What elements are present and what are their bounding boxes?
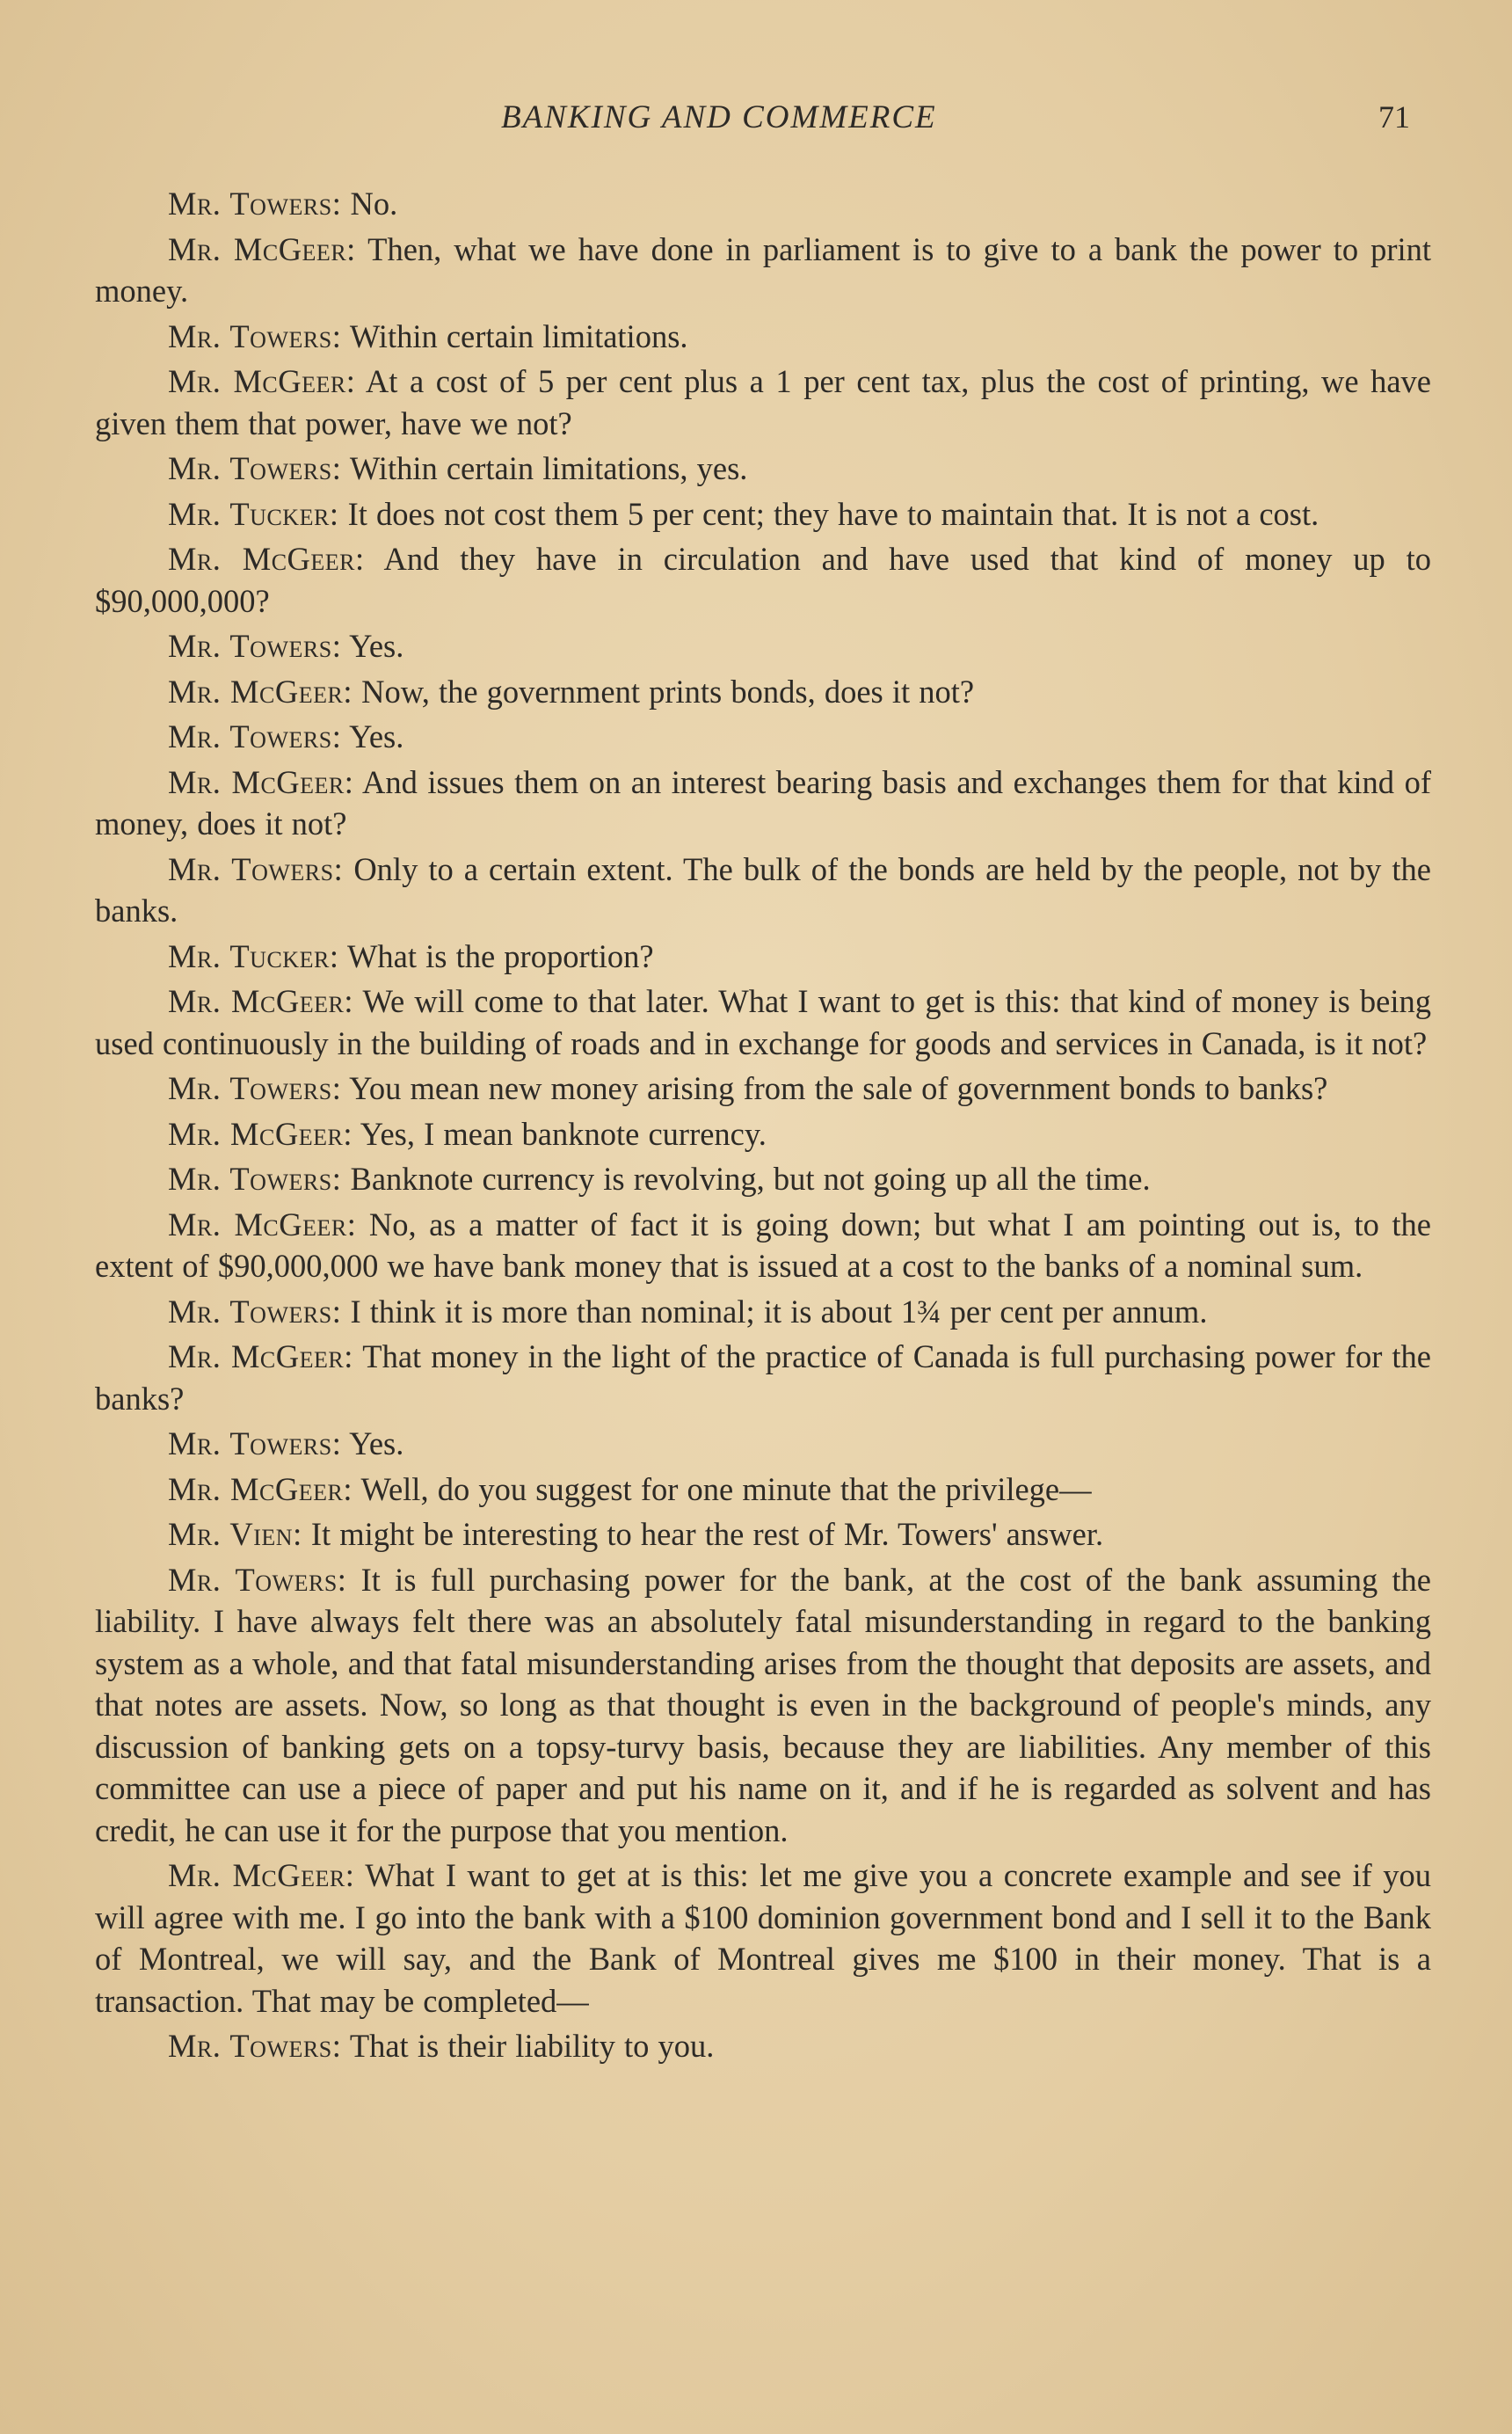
speaker-name: Mr. Tucker :: [168, 938, 338, 974]
transcript-paragraph: [95, 1291, 1431, 1333]
speech-text: And they have in circulation and have used that kind of money up to $90,000,000?: [95, 541, 1431, 619]
speaker-name: Mr. McGeer :: [168, 1857, 354, 1893]
transcript-paragraph: [95, 1204, 1431, 1287]
speech-text: Yes.: [349, 628, 404, 664]
transcript-paragraph: [95, 1468, 1431, 1511]
page-number: 71: [1378, 99, 1410, 135]
transcript-paragraph: [95, 762, 1431, 845]
transcript-paragraph: [95, 361, 1431, 444]
running-title: BANKING AND COMMERCE: [501, 99, 937, 135]
transcript-paragraph: [95, 183, 1431, 225]
speech-text: Now, the government prints bonds, does it not?: [361, 673, 975, 710]
speech-text: We will come to that later. What I want to get is this: that kind of money is being used continuously in the building of roads and in exchange for goods and services in Canada, is it not?: [95, 983, 1432, 1061]
page-header: [0, 98, 1512, 151]
speech-text: Yes.: [349, 718, 404, 754]
transcript-paragraph: [95, 625, 1431, 667]
transcript-paragraph: [95, 538, 1431, 622]
transcript-paragraph: [95, 1559, 1431, 1852]
speaker-name: Mr. McGeer :: [168, 363, 355, 399]
speaker-name: Mr. McGeer :: [168, 541, 365, 577]
speech-text: That money in the light of the practice of Canada is full purchasing power for the banks?: [95, 1338, 1431, 1417]
transcript-body: [95, 183, 1431, 2071]
speech-text: I think it is more than nominal; it is about 1¾ per cent per annum.: [350, 1293, 1208, 1330]
speaker-name: Mr. McGeer :: [168, 1338, 353, 1374]
transcript-paragraph: [95, 1113, 1431, 1155]
speech-text: Well, do you suggest for one minute that the privilege—: [360, 1470, 1092, 1507]
speaker-name: Mr. Towers :: [168, 628, 341, 664]
transcript-paragraph: [95, 448, 1431, 490]
speech-text: It is full purchasing power for the bank, at the cost of the bank assuming the liability. I have always felt there was an absolutely fatal misunderstanding in regard to the banking system as a whole, and that fatal misunderstanding arises from the thought that deposits are assets, and that notes are assets. Now, so long as that thought is even in the background of people's minds, any discussion of banking gets on a topsy-turvy basis, because they are liabilities. Any member of this committee can use a piece of paper and put his name on it, and if he is regarded as solvent and has credit, he can use it for the purpose that you mention.: [95, 1561, 1431, 1848]
transcript-paragraph: [95, 1068, 1431, 1110]
speech-text: What I want to get at is this: let me give you a concrete example and see if you will agree with me. I go into the bank with a $100 dominion government bond and I sell it to the Bank of Montreal, we will say, and the Bank of Montreal gives me $100 in their money. That is a transaction. That may be completed—: [95, 1857, 1431, 2019]
speaker-name: Mr. Towers :: [168, 1425, 341, 1461]
speech-text: Only to a certain extent. The bulk of the bonds are held by the people, not by the banks.: [95, 850, 1431, 929]
speaker-name: Mr. Tucker :: [168, 496, 338, 532]
transcript-paragraph: [95, 936, 1431, 978]
transcript-paragraph: [95, 1855, 1431, 2022]
transcript-paragraph: [95, 980, 1431, 1064]
speech-text: It might be interesting to hear the rest of Mr. Towers' answer.: [310, 1516, 1104, 1552]
speaker-name: Mr. Towers :: [168, 1562, 346, 1598]
transcript-paragraph: [95, 671, 1431, 713]
transcript-paragraph: [95, 493, 1431, 536]
speaker-name: Mr. McGeer :: [168, 674, 353, 710]
speaker-name: Mr. McGeer :: [168, 1206, 356, 1243]
transcript-paragraph: [95, 316, 1431, 358]
speech-text: That is their liability to you.: [349, 2028, 715, 2064]
speech-text: At a cost of 5 per cent plus a 1 per cent tax, plus the cost of printing, we have given them that power, have we not?: [95, 363, 1431, 441]
speaker-name: Mr. Towers :: [168, 2028, 341, 2064]
speech-text: No, as a matter of fact it is going down; but what I am pointing out is, to the extent of $90,000,000 we have bank money that is issued at a cost to the banks of a nominal sum.: [95, 1206, 1432, 1284]
speech-text: Within certain limitations, yes.: [349, 450, 748, 486]
speaker-name: Mr. McGeer :: [168, 1116, 353, 1152]
speech-text: What is the proportion?: [346, 937, 654, 974]
transcript-paragraph: [95, 1423, 1431, 1465]
speaker-name: Mr. Towers :: [168, 1070, 341, 1106]
speaker-name: Mr. McGeer :: [168, 983, 353, 1019]
transcript-paragraph: [95, 716, 1431, 758]
speaker-name: Mr. Towers :: [168, 186, 341, 222]
speaker-name: Mr. Towers :: [168, 318, 341, 354]
speaker-name: Mr. Towers :: [168, 1161, 341, 1197]
speaker-name: Mr. McGeer :: [168, 764, 353, 800]
transcript-paragraph: [95, 1336, 1431, 1419]
speech-text: No.: [350, 186, 398, 222]
speech-text: Then, what we have done in parliament is to give to a bank the power to print money.: [95, 230, 1432, 309]
speech-text: Yes.: [349, 1425, 404, 1461]
speaker-name: Mr. McGeer :: [168, 231, 356, 267]
speaker-name: Mr. Vien :: [168, 1516, 302, 1552]
speaker-name: Mr. Towers :: [168, 718, 341, 754]
speech-text: And issues them on an interest bearing basis and exchanges them for that kind of money, does it not?: [95, 763, 1431, 842]
speech-text: It does not cost them 5 per cent; they have to maintain that. It is not a cost.: [347, 495, 1319, 532]
speech-text: Banknote currency is revolving, but not going up all the time.: [350, 1161, 1151, 1197]
transcript-paragraph: [95, 1513, 1431, 1556]
transcript-paragraph: [95, 2025, 1431, 2067]
speaker-name: Mr. Towers :: [168, 1294, 341, 1330]
transcript-paragraph: [95, 229, 1431, 312]
speaker-name: Mr. Towers :: [168, 450, 341, 486]
speech-text: You mean new money arising from the sale of government bonds to banks?: [349, 1070, 1328, 1106]
speaker-name: Mr. McGeer :: [168, 1471, 353, 1507]
speech-text: Yes, I mean banknote currency.: [360, 1115, 767, 1152]
speech-text: Within certain limitations.: [349, 317, 688, 354]
transcript-paragraph: [95, 1158, 1431, 1200]
speaker-name: Mr. Towers :: [168, 851, 343, 887]
transcript-paragraph: [95, 849, 1431, 932]
